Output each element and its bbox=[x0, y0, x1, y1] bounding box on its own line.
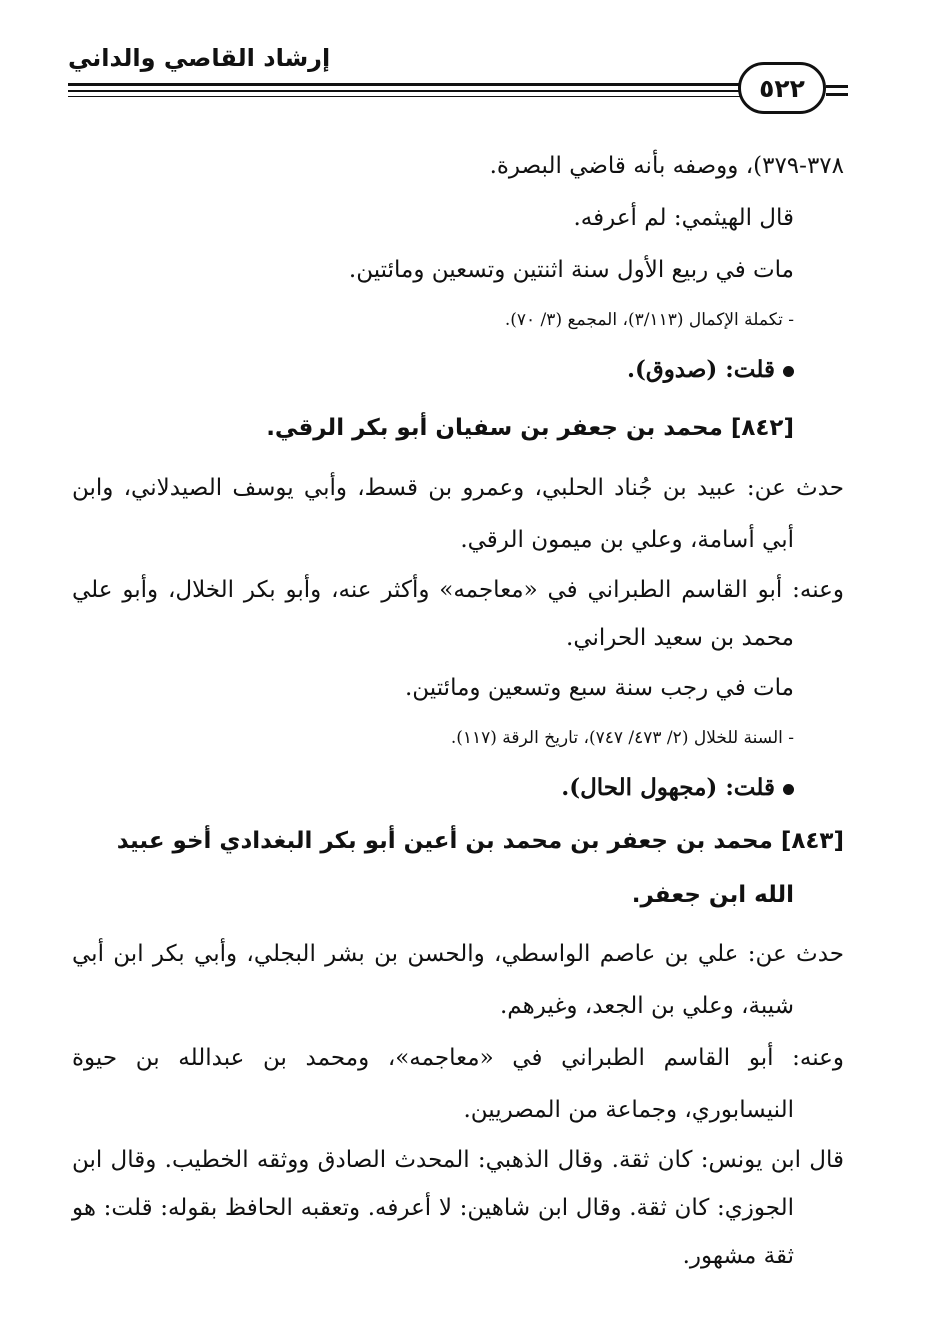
header-rule-thick bbox=[68, 83, 740, 86]
paragraph-continuation: ٣٧٨-٣٧٩)، ووصفه بأنه قاضي البصرة. bbox=[489, 153, 844, 179]
page-body bbox=[72, 140, 844, 1280]
entry-heading-842: [٨٤٢] محمد بن جعفر بن سفيان أبو بكر الرقي. bbox=[266, 415, 794, 441]
verdict-text: قلت: (صدوق). bbox=[626, 356, 775, 383]
header-rule-middle bbox=[68, 90, 740, 92]
page-number: ٥٢٢ bbox=[738, 62, 826, 114]
reference-line: - تكملة الإكمال (٣/١١٣)، المجمع (٣/ ٧٠). bbox=[504, 310, 794, 330]
verdict-text: قلت: (مجهول الحال). bbox=[561, 774, 775, 801]
header-rule-right-bottom bbox=[826, 93, 848, 96]
header-rule-thin bbox=[68, 96, 740, 97]
paragraph-haythami: قال الهيثمي: لم أعرفه. bbox=[573, 205, 794, 231]
entry-heading-843: [٨٤٣] محمد بن جعفر بن محمد بن أعين أبو بكر البغدادي أخو عبيد الله ابن جعفر. bbox=[116, 828, 844, 908]
verdict-line bbox=[72, 344, 844, 396]
paragraph-death-date: مات في ربيع الأول سنة اثنتين وتسعين ومائتين. bbox=[348, 257, 794, 283]
paragraph-narrated-from: حدث عن: عبيد بن جُناد الحلبي، وعمرو بن قسط، وأبي يوسف الصيدلاني، وابن أبي أسامة، وعلي بن ميمون الرقي. bbox=[72, 475, 844, 553]
paragraph-narrators: وعنه: أبو القاسم الطبراني في «معاجمه» وأكثر عنه، وأبو بكر الخلال، وأبو علي محمد بن سعيد الحراني. bbox=[72, 577, 844, 651]
bullet-icon bbox=[783, 366, 794, 377]
paragraph-grading: قال ابن يونس: كان ثقة. وقال الذهبي: المحدث الصادق ووثقه الخطيب. وقال ابن الجوزي: كان ثقة. وقال ابن شاهين: لا أعرفه. وتعقبه الحافظ بقوله: قلت: هو ثقة مشهور. bbox=[72, 1147, 844, 1269]
running-head-title: إرشاد القاصي والداني bbox=[68, 44, 331, 72]
header-rule-right-top bbox=[826, 85, 848, 88]
paragraph-narrators-2: وعنه: أبو القاسم الطبراني في «معاجمه»، ومحمد بن عبدالله بن حيوة النيسابوري، وجماعة من المصريين. bbox=[72, 1045, 844, 1123]
bullet-icon bbox=[783, 784, 794, 795]
paragraph-narrated-from-2: حدث عن: علي بن عاصم الواسطي، والحسن بن بشر البجلي، وأبي بكر ابن أبي شيبة، وعلي بن الجعد، وغيرهم. bbox=[72, 941, 844, 1019]
paragraph-death-date-2: مات في رجب سنة سبع وتسعين ومائتين. bbox=[404, 675, 794, 701]
reference-line-2: - السنة للخلال (٢/ ٤٧٣/ ٧٤٧)، تاريخ الرقة (١١٧). bbox=[450, 728, 794, 748]
verdict-line-2 bbox=[72, 762, 844, 814]
